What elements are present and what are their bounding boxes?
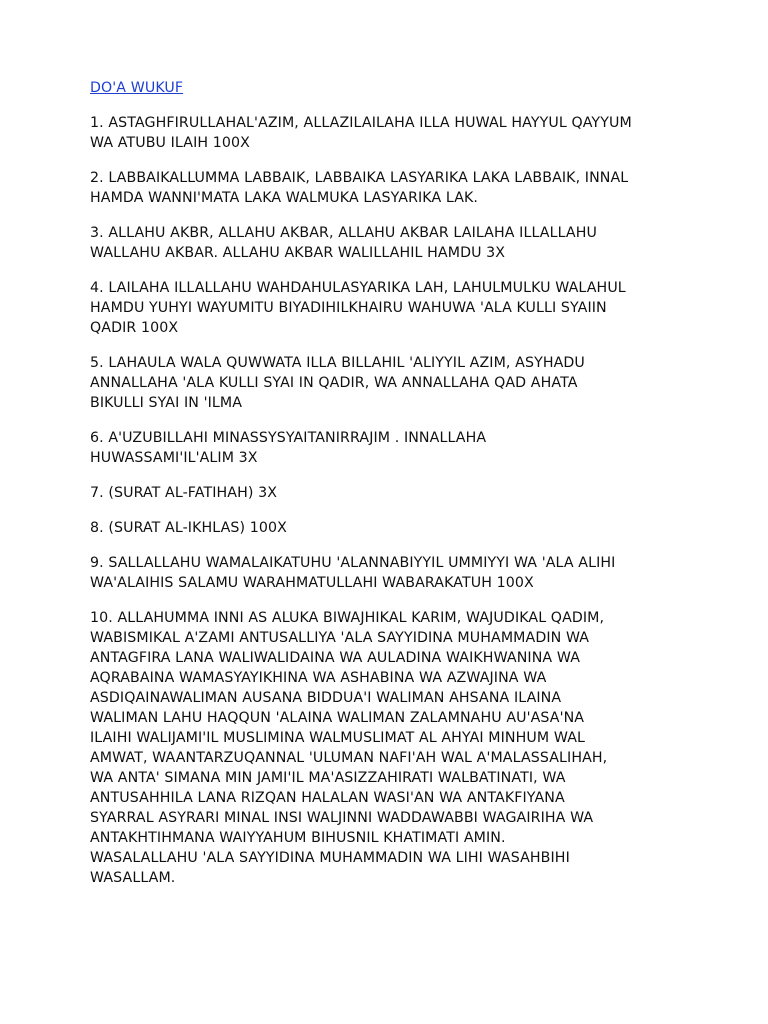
- prayer-item-9: 9. SALLALLAHU WAMALAIKATUHU 'ALANNABIYYIL UMMIYYI WA 'ALA ALIHI WA'ALAIHIS SALAMU WARAHMATULLAHI WABARAKATUH 100X: [90, 555, 616, 591]
- prayer-item-1: 1. ASTAGHFIRULLAHAL'AZIM, ALLAZILAILAHA ILLA HUWAL HAYYUL QAYYUM WA ATUBU ILAIH 100X: [90, 115, 632, 151]
- prayer-item-5: 5. LAHAULA WALA QUWWATA ILLA BILLAHIL 'ALIYYIL AZIM, ASYHADU ANNALLAHA 'ALA KULLI SYAI IN QADIR, WA ANNALLAHA QAD AHATA BIKULLI SYAI IN 'ILMA: [90, 355, 585, 411]
- prayer-item-3: 3. ALLAHU AKBR, ALLAHU AKBAR, ALLAHU AKBAR LAILAHA ILLALLAHU WALLAHU AKBAR. ALLAHU AKBAR WALILLAHIL HAMDU 3X: [90, 225, 597, 261]
- document-title-link[interactable]: DO'A WUKUF: [90, 80, 184, 96]
- prayer-item-8: 8. (SURAT AL-IKHLAS) 100X: [90, 520, 287, 536]
- prayer-item-7: 7. (SURAT AL-FATIHAH) 3X: [90, 485, 278, 501]
- document-page: [90, 78, 690, 903]
- prayer-item-10: 10. ALLAHUMMA INNI AS ALUKA BIWAJHIKAL KARIM, WAJUDIKAL QADIM, WABISMIKAL A'ZAMI ANTUSALLIYA 'ALA SAYYIDINA MUHAMMADIN WA ANTAGFIRA LANA WALIWALIDAINA WA AULADINA WAIKHWANINA WA AQRABAINA WAMASYAYIKHINA WA ASHABINA WA AZWAJINA WA ASDIQAINAWALIMAN AUSANA BIDDUA'I WALIMAN AHSANA ILAINA WALIMAN LAHU HAQQUN 'ALAINA WALIMAN ZALAMNAHU AU'ASA'NA ILAIHI WALIJAMI'IL MUSLIMINA WALMUSLIMAT AL AHYAI MINHUM WAL AMWAT, WAANTARZUQANNAL 'ULUMAN NAFI'AH WAL A'MALASSALIHAH, WA ANTA' SIMANA MIN JAMI'IL MA'ASIZZAHIRATI WALBATINATI, WA ANTUSAHHILA LANA RIZQAN HALALAN WASI'AN WA ANTAKFIYANA SYARRAL ASYRARI MINAL INSI WALJINNI WADDAWABBI WAGAIRIHA WA ANTAKHTIHMANA WAIYYAHUM BIHUSNIL KHATIMATI AMIN. WASALALLAHU 'ALA SAYYIDINA MUHAMMADIN WA LIHI WASAHBIHI WASALLAM.: [90, 610, 608, 886]
- prayer-item-2: 2. LABBAIKALLUMMA LABBAIK, LABBAIKA LASYARIKA LAKA LABBAIK, INNAL HAMDA WANNI'MATA LAKA WALMUKA LASYARIKA LAK.: [90, 170, 629, 206]
- prayer-item-4: 4. LAILAHA ILLALLAHU WAHDAHULASYARIKA LAH, LAHULMULKU WALAHUL HAMDU YUHYI WAYUMITU BIYADIHILKHAIRU WAHUWA 'ALA KULLI SYAIIN QADIR 100X: [90, 280, 626, 336]
- prayer-item-6: 6. A'UZUBILLAHI MINASSYSYAITANIRRAJIM . INNALLAHA HUWASSAMI'IL'ALIM 3X: [90, 430, 487, 466]
